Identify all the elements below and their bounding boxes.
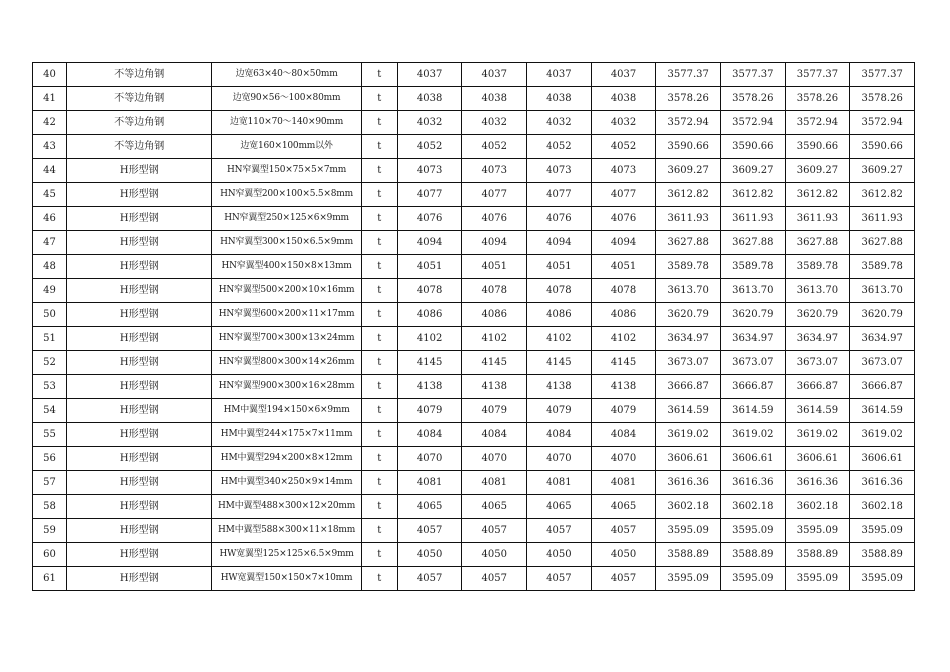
- cell-price-3: 4038: [527, 87, 592, 111]
- cell-row-number: 54: [33, 399, 67, 423]
- cell-price-2: 4051: [462, 255, 527, 279]
- cell-price-3: 4084: [527, 423, 592, 447]
- cell-price-ex-tax-4: 3616.36: [850, 471, 915, 495]
- cell-price-2: 4078: [462, 279, 527, 303]
- cell-price-ex-tax-4: 3590.66: [850, 135, 915, 159]
- cell-price-4: 4057: [591, 519, 656, 543]
- cell-price-ex-tax-3: 3616.36: [785, 471, 850, 495]
- cell-material-name: H形型钢: [67, 327, 212, 351]
- cell-row-number: 55: [33, 423, 67, 447]
- cell-material-name: H形型钢: [67, 279, 212, 303]
- cell-specification: HM中翼型588×300×11×18mm: [212, 519, 361, 543]
- cell-price-ex-tax-4: 3588.89: [850, 543, 915, 567]
- cell-price-3: 4052: [527, 135, 592, 159]
- cell-price-ex-tax-1: 3666.87: [656, 375, 721, 399]
- cell-price-ex-tax-4: 3595.09: [850, 567, 915, 591]
- cell-price-1: 4070: [397, 447, 462, 471]
- cell-material-name: H形型钢: [67, 567, 212, 591]
- cell-material-name: H形型钢: [67, 495, 212, 519]
- cell-price-ex-tax-3: 3588.89: [785, 543, 850, 567]
- cell-unit: t: [361, 111, 397, 135]
- cell-material-name: H形型钢: [67, 231, 212, 255]
- cell-price-ex-tax-3: 3595.09: [785, 567, 850, 591]
- cell-specification: HN窄翼型150×75×5×7mm: [212, 159, 361, 183]
- cell-material-name: 不等边角钢: [67, 111, 212, 135]
- table-row: [33, 303, 915, 327]
- cell-row-number: 56: [33, 447, 67, 471]
- table-row: [33, 399, 915, 423]
- cell-price-2: 4037: [462, 63, 527, 87]
- cell-price-2: 4070: [462, 447, 527, 471]
- cell-price-ex-tax-1: 3611.93: [656, 207, 721, 231]
- cell-price-3: 4057: [527, 519, 592, 543]
- cell-price-3: 4073: [527, 159, 592, 183]
- cell-price-1: 4086: [397, 303, 462, 327]
- table-row: [33, 63, 915, 87]
- table-row: [33, 423, 915, 447]
- cell-price-2: 4032: [462, 111, 527, 135]
- cell-price-3: 4057: [527, 567, 592, 591]
- cell-row-number: 48: [33, 255, 67, 279]
- cell-unit: t: [361, 327, 397, 351]
- cell-material-name: H形型钢: [67, 519, 212, 543]
- cell-price-1: 4094: [397, 231, 462, 255]
- table-row: [33, 183, 915, 207]
- cell-row-number: 41: [33, 87, 67, 111]
- cell-price-ex-tax-2: 3572.94: [721, 111, 786, 135]
- cell-price-1: 4076: [397, 207, 462, 231]
- cell-price-ex-tax-1: 3616.36: [656, 471, 721, 495]
- table-row: [33, 519, 915, 543]
- cell-material-name: 不等边角钢: [67, 135, 212, 159]
- cell-price-ex-tax-4: 3611.93: [850, 207, 915, 231]
- cell-price-ex-tax-4: 3595.09: [850, 519, 915, 543]
- cell-price-ex-tax-1: 3634.97: [656, 327, 721, 351]
- cell-price-ex-tax-3: 3620.79: [785, 303, 850, 327]
- cell-price-ex-tax-3: 3577.37: [785, 63, 850, 87]
- cell-price-4: 4076: [591, 207, 656, 231]
- cell-unit: t: [361, 63, 397, 87]
- price-table-container: [32, 62, 915, 591]
- cell-price-4: 4050: [591, 543, 656, 567]
- cell-price-3: 4077: [527, 183, 592, 207]
- cell-price-3: 4051: [527, 255, 592, 279]
- cell-price-1: 4102: [397, 327, 462, 351]
- cell-price-ex-tax-4: 3606.61: [850, 447, 915, 471]
- cell-price-ex-tax-3: 3578.26: [785, 87, 850, 111]
- cell-price-2: 4038: [462, 87, 527, 111]
- cell-price-ex-tax-1: 3595.09: [656, 567, 721, 591]
- cell-price-ex-tax-1: 3609.27: [656, 159, 721, 183]
- cell-row-number: 51: [33, 327, 67, 351]
- cell-specification: HN窄翼型300×150×6.5×9mm: [212, 231, 361, 255]
- cell-specification: HN窄翼型600×200×11×17mm: [212, 303, 361, 327]
- cell-specification: 边宽90×56～100×80mm: [212, 87, 361, 111]
- cell-specification: HN窄翼型500×200×10×16mm: [212, 279, 361, 303]
- cell-price-4: 4079: [591, 399, 656, 423]
- cell-price-ex-tax-3: 3590.66: [785, 135, 850, 159]
- cell-specification: HW宽翼型150×150×7×10mm: [212, 567, 361, 591]
- cell-price-ex-tax-1: 3602.18: [656, 495, 721, 519]
- cell-specification: 边宽63×40～80×50mm: [212, 63, 361, 87]
- cell-row-number: 52: [33, 351, 67, 375]
- cell-material-name: H形型钢: [67, 375, 212, 399]
- cell-unit: t: [361, 255, 397, 279]
- cell-material-name: 不等边角钢: [67, 63, 212, 87]
- cell-specification: HM中翼型294×200×8×12mm: [212, 447, 361, 471]
- cell-specification: HN窄翼型900×300×16×28mm: [212, 375, 361, 399]
- cell-price-1: 4038: [397, 87, 462, 111]
- cell-price-ex-tax-2: 3588.89: [721, 543, 786, 567]
- cell-price-ex-tax-1: 3627.88: [656, 231, 721, 255]
- cell-price-ex-tax-2: 3616.36: [721, 471, 786, 495]
- cell-price-4: 4078: [591, 279, 656, 303]
- cell-price-ex-tax-1: 3572.94: [656, 111, 721, 135]
- cell-unit: t: [361, 471, 397, 495]
- cell-material-name: H形型钢: [67, 543, 212, 567]
- cell-price-1: 4081: [397, 471, 462, 495]
- cell-unit: t: [361, 231, 397, 255]
- cell-price-ex-tax-4: 3620.79: [850, 303, 915, 327]
- cell-specification: HM中翼型488×300×12×20mm: [212, 495, 361, 519]
- cell-price-ex-tax-1: 3612.82: [656, 183, 721, 207]
- cell-unit: t: [361, 495, 397, 519]
- cell-price-4: 4073: [591, 159, 656, 183]
- cell-price-4: 4051: [591, 255, 656, 279]
- cell-price-ex-tax-3: 3611.93: [785, 207, 850, 231]
- cell-price-ex-tax-3: 3666.87: [785, 375, 850, 399]
- cell-unit: t: [361, 447, 397, 471]
- cell-price-2: 4138: [462, 375, 527, 399]
- cell-price-ex-tax-4: 3634.97: [850, 327, 915, 351]
- cell-price-3: 4032: [527, 111, 592, 135]
- cell-row-number: 46: [33, 207, 67, 231]
- cell-price-4: 4032: [591, 111, 656, 135]
- cell-price-3: 4037: [527, 63, 592, 87]
- cell-price-4: 4065: [591, 495, 656, 519]
- cell-price-ex-tax-2: 3606.61: [721, 447, 786, 471]
- table-row: [33, 471, 915, 495]
- cell-price-1: 4050: [397, 543, 462, 567]
- cell-material-name: H形型钢: [67, 351, 212, 375]
- cell-price-1: 4032: [397, 111, 462, 135]
- cell-price-3: 4094: [527, 231, 592, 255]
- cell-price-1: 4057: [397, 567, 462, 591]
- cell-price-ex-tax-1: 3619.02: [656, 423, 721, 447]
- cell-price-ex-tax-3: 3612.82: [785, 183, 850, 207]
- cell-price-ex-tax-2: 3590.66: [721, 135, 786, 159]
- cell-unit: t: [361, 279, 397, 303]
- cell-price-2: 4084: [462, 423, 527, 447]
- cell-specification: HW宽翼型125×125×6.5×9mm: [212, 543, 361, 567]
- cell-row-number: 58: [33, 495, 67, 519]
- cell-price-ex-tax-2: 3620.79: [721, 303, 786, 327]
- cell-specification: HM中翼型244×175×7×11mm: [212, 423, 361, 447]
- table-row: [33, 447, 915, 471]
- table-row: [33, 495, 915, 519]
- cell-material-name: H形型钢: [67, 423, 212, 447]
- cell-row-number: 60: [33, 543, 67, 567]
- cell-price-ex-tax-3: 3613.70: [785, 279, 850, 303]
- cell-material-name: H形型钢: [67, 399, 212, 423]
- cell-row-number: 45: [33, 183, 67, 207]
- cell-price-4: 4077: [591, 183, 656, 207]
- cell-price-1: 4065: [397, 495, 462, 519]
- cell-unit: t: [361, 303, 397, 327]
- cell-specification: HM中翼型194×150×6×9mm: [212, 399, 361, 423]
- cell-price-ex-tax-4: 3612.82: [850, 183, 915, 207]
- cell-price-4: 4094: [591, 231, 656, 255]
- cell-price-ex-tax-4: 3666.87: [850, 375, 915, 399]
- cell-price-2: 4065: [462, 495, 527, 519]
- price-table: [32, 62, 915, 591]
- cell-price-ex-tax-3: 3619.02: [785, 423, 850, 447]
- cell-price-2: 4073: [462, 159, 527, 183]
- cell-price-2: 4050: [462, 543, 527, 567]
- cell-unit: t: [361, 207, 397, 231]
- cell-price-ex-tax-3: 3602.18: [785, 495, 850, 519]
- cell-price-ex-tax-4: 3589.78: [850, 255, 915, 279]
- cell-price-ex-tax-4: 3602.18: [850, 495, 915, 519]
- cell-price-ex-tax-3: 3589.78: [785, 255, 850, 279]
- cell-price-2: 4086: [462, 303, 527, 327]
- cell-price-ex-tax-2: 3595.09: [721, 567, 786, 591]
- cell-specification: 边宽110×70～140×90mm: [212, 111, 361, 135]
- cell-price-ex-tax-4: 3577.37: [850, 63, 915, 87]
- cell-price-ex-tax-1: 3589.78: [656, 255, 721, 279]
- cell-price-3: 4065: [527, 495, 592, 519]
- table-row: [33, 135, 915, 159]
- cell-price-2: 4102: [462, 327, 527, 351]
- cell-price-1: 4073: [397, 159, 462, 183]
- cell-unit: t: [361, 519, 397, 543]
- cell-price-ex-tax-3: 3606.61: [785, 447, 850, 471]
- cell-price-4: 4102: [591, 327, 656, 351]
- table-row: [33, 231, 915, 255]
- cell-row-number: 57: [33, 471, 67, 495]
- cell-specification: HM中翼型340×250×9×14mm: [212, 471, 361, 495]
- cell-price-ex-tax-2: 3627.88: [721, 231, 786, 255]
- cell-price-ex-tax-2: 3602.18: [721, 495, 786, 519]
- cell-material-name: H形型钢: [67, 207, 212, 231]
- cell-unit: t: [361, 87, 397, 111]
- cell-price-2: 4081: [462, 471, 527, 495]
- cell-specification: HN窄翼型400×150×8×13mm: [212, 255, 361, 279]
- cell-row-number: 40: [33, 63, 67, 87]
- cell-price-4: 4084: [591, 423, 656, 447]
- cell-price-3: 4050: [527, 543, 592, 567]
- cell-price-ex-tax-2: 3611.93: [721, 207, 786, 231]
- cell-row-number: 59: [33, 519, 67, 543]
- cell-price-3: 4145: [527, 351, 592, 375]
- cell-unit: t: [361, 567, 397, 591]
- cell-material-name: H形型钢: [67, 447, 212, 471]
- table-row: [33, 567, 915, 591]
- cell-price-ex-tax-1: 3577.37: [656, 63, 721, 87]
- cell-unit: t: [361, 423, 397, 447]
- cell-price-ex-tax-2: 3589.78: [721, 255, 786, 279]
- cell-price-ex-tax-4: 3578.26: [850, 87, 915, 111]
- cell-material-name: H形型钢: [67, 471, 212, 495]
- cell-specification: HN窄翼型250×125×6×9mm: [212, 207, 361, 231]
- cell-price-3: 4102: [527, 327, 592, 351]
- cell-material-name: H形型钢: [67, 303, 212, 327]
- cell-price-1: 4037: [397, 63, 462, 87]
- cell-price-3: 4081: [527, 471, 592, 495]
- cell-price-3: 4076: [527, 207, 592, 231]
- cell-price-ex-tax-1: 3673.07: [656, 351, 721, 375]
- cell-price-ex-tax-3: 3634.97: [785, 327, 850, 351]
- cell-price-1: 4079: [397, 399, 462, 423]
- table-row: [33, 207, 915, 231]
- cell-price-ex-tax-4: 3627.88: [850, 231, 915, 255]
- cell-row-number: 44: [33, 159, 67, 183]
- cell-material-name: H形型钢: [67, 255, 212, 279]
- cell-price-ex-tax-1: 3613.70: [656, 279, 721, 303]
- cell-price-2: 4094: [462, 231, 527, 255]
- cell-price-ex-tax-4: 3614.59: [850, 399, 915, 423]
- cell-price-4: 4081: [591, 471, 656, 495]
- cell-price-ex-tax-2: 3673.07: [721, 351, 786, 375]
- cell-price-ex-tax-3: 3609.27: [785, 159, 850, 183]
- cell-price-ex-tax-1: 3620.79: [656, 303, 721, 327]
- cell-specification: HN窄翼型800×300×14×26mm: [212, 351, 361, 375]
- cell-price-4: 4086: [591, 303, 656, 327]
- cell-price-ex-tax-3: 3595.09: [785, 519, 850, 543]
- cell-row-number: 47: [33, 231, 67, 255]
- cell-price-4: 4052: [591, 135, 656, 159]
- cell-price-ex-tax-1: 3588.89: [656, 543, 721, 567]
- cell-material-name: 不等边角钢: [67, 87, 212, 111]
- cell-price-ex-tax-4: 3673.07: [850, 351, 915, 375]
- cell-price-1: 4051: [397, 255, 462, 279]
- cell-row-number: 43: [33, 135, 67, 159]
- cell-price-ex-tax-1: 3606.61: [656, 447, 721, 471]
- table-row: [33, 159, 915, 183]
- cell-price-4: 4145: [591, 351, 656, 375]
- cell-price-4: 4038: [591, 87, 656, 111]
- table-row: [33, 255, 915, 279]
- cell-price-2: 4145: [462, 351, 527, 375]
- cell-price-4: 4057: [591, 567, 656, 591]
- cell-price-ex-tax-3: 3614.59: [785, 399, 850, 423]
- cell-unit: t: [361, 375, 397, 399]
- cell-price-2: 4077: [462, 183, 527, 207]
- cell-price-4: 4070: [591, 447, 656, 471]
- table-row: [33, 351, 915, 375]
- cell-row-number: 53: [33, 375, 67, 399]
- cell-unit: t: [361, 135, 397, 159]
- cell-unit: t: [361, 399, 397, 423]
- cell-price-ex-tax-1: 3590.66: [656, 135, 721, 159]
- cell-price-4: 4138: [591, 375, 656, 399]
- cell-row-number: 50: [33, 303, 67, 327]
- cell-price-1: 4052: [397, 135, 462, 159]
- cell-price-ex-tax-3: 3572.94: [785, 111, 850, 135]
- table-row: [33, 279, 915, 303]
- cell-price-2: 4057: [462, 567, 527, 591]
- cell-price-ex-tax-4: 3619.02: [850, 423, 915, 447]
- cell-specification: 边宽160×100mm以外: [212, 135, 361, 159]
- cell-price-ex-tax-2: 3666.87: [721, 375, 786, 399]
- cell-price-2: 4057: [462, 519, 527, 543]
- cell-price-3: 4138: [527, 375, 592, 399]
- cell-material-name: H形型钢: [67, 183, 212, 207]
- cell-price-4: 4037: [591, 63, 656, 87]
- cell-price-ex-tax-2: 3613.70: [721, 279, 786, 303]
- cell-price-ex-tax-3: 3673.07: [785, 351, 850, 375]
- cell-specification: HN窄翼型700×300×13×24mm: [212, 327, 361, 351]
- table-row: [33, 111, 915, 135]
- cell-price-ex-tax-2: 3614.59: [721, 399, 786, 423]
- table-row: [33, 543, 915, 567]
- cell-unit: t: [361, 351, 397, 375]
- cell-price-ex-tax-2: 3595.09: [721, 519, 786, 543]
- cell-specification: HN窄翼型200×100×5.5×8mm: [212, 183, 361, 207]
- cell-price-ex-tax-1: 3578.26: [656, 87, 721, 111]
- cell-price-ex-tax-2: 3577.37: [721, 63, 786, 87]
- cell-price-ex-tax-1: 3614.59: [656, 399, 721, 423]
- cell-price-3: 4079: [527, 399, 592, 423]
- cell-price-ex-tax-3: 3627.88: [785, 231, 850, 255]
- cell-price-ex-tax-4: 3572.94: [850, 111, 915, 135]
- cell-price-2: 4076: [462, 207, 527, 231]
- table-row: [33, 375, 915, 399]
- cell-price-ex-tax-2: 3634.97: [721, 327, 786, 351]
- cell-unit: t: [361, 159, 397, 183]
- cell-unit: t: [361, 543, 397, 567]
- cell-price-ex-tax-1: 3595.09: [656, 519, 721, 543]
- price-table-body: [33, 63, 915, 591]
- cell-price-ex-tax-2: 3578.26: [721, 87, 786, 111]
- cell-price-1: 4145: [397, 351, 462, 375]
- cell-row-number: 49: [33, 279, 67, 303]
- cell-price-ex-tax-4: 3609.27: [850, 159, 915, 183]
- cell-price-1: 4078: [397, 279, 462, 303]
- cell-row-number: 42: [33, 111, 67, 135]
- table-row: [33, 87, 915, 111]
- cell-price-3: 4086: [527, 303, 592, 327]
- cell-price-2: 4052: [462, 135, 527, 159]
- cell-price-ex-tax-2: 3619.02: [721, 423, 786, 447]
- cell-price-3: 4070: [527, 447, 592, 471]
- table-row: [33, 327, 915, 351]
- cell-price-ex-tax-2: 3609.27: [721, 159, 786, 183]
- cell-price-1: 4077: [397, 183, 462, 207]
- cell-row-number: 61: [33, 567, 67, 591]
- cell-price-3: 4078: [527, 279, 592, 303]
- cell-price-2: 4079: [462, 399, 527, 423]
- cell-unit: t: [361, 183, 397, 207]
- cell-price-ex-tax-2: 3612.82: [721, 183, 786, 207]
- cell-price-1: 4057: [397, 519, 462, 543]
- cell-price-1: 4084: [397, 423, 462, 447]
- cell-price-1: 4138: [397, 375, 462, 399]
- cell-price-ex-tax-4: 3613.70: [850, 279, 915, 303]
- cell-material-name: H形型钢: [67, 159, 212, 183]
